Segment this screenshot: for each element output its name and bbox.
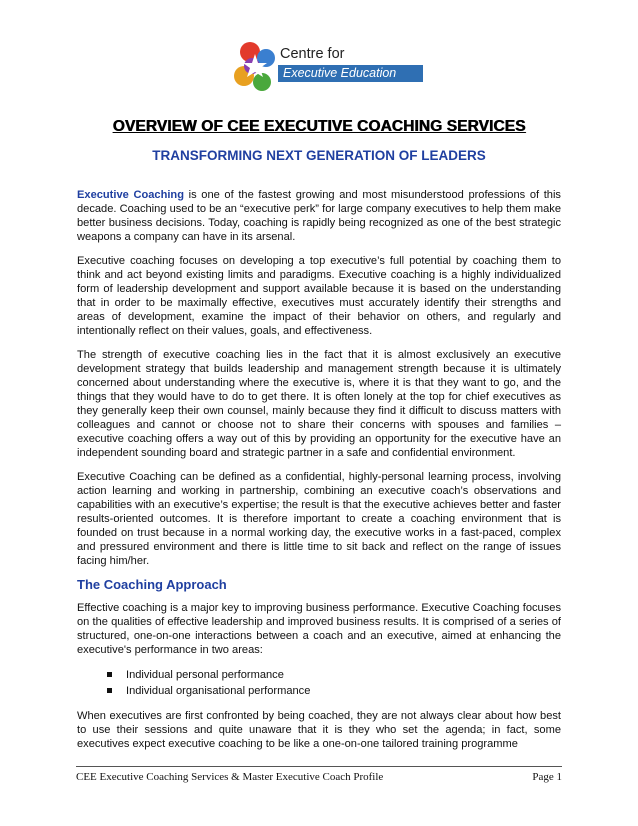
intro-lead: Executive Coaching	[77, 189, 184, 201]
section-heading-coaching-approach: The Coaching Approach	[77, 577, 227, 592]
paragraph-3: Executive Coaching can be defined as a confidential, highly-personal learning process, involving action learning and working in partnership, combining an executive coach’s observations and capabilities with an executive’s expertise; the result is that the executive achieves better and faster results-oriented outcomes. It is therefore important to create a coaching environment that is founded on trust because in a normal working day, the executive works in a fast-paced, complex and pressured environment and there is little time to sit back and reflect on the range of issues facing him/her.	[77, 471, 561, 567]
square-bullet-icon	[107, 672, 112, 677]
list-item: Individual organisational performance	[107, 683, 561, 699]
closing-paragraph: When executives are first confronted by being coached, they are not always clear about how best to use their sessions and quite unaware that it is they who set the agenda; in fact, some executives expect executive coaching to be like a one-on-one tailored training programme	[77, 710, 561, 750]
list-item: Individual personal performance	[107, 667, 561, 683]
intro-text: is one of the fastest growing and most misunderstood professions of this decade. Coaching used to be an “executive perk” for large company executives to help them make better business decisions. Today, coaching is rapidly being recognized as one of the best strategic weapons a company can have in its arsenal.	[77, 189, 561, 243]
logo-text-centre-for: Centre for	[280, 46, 345, 62]
intro-paragraph	[77, 188, 561, 244]
paragraph-1: Executive coaching focuses on developing a top executive’s full potential by coaching them to think and act beyond existing limits and paradigms. Executive coaching is a highly individualized form of leadership development and support available because it is based on the understanding that in order to be maximally effective, executives must accurately identify their strengths and areas of development, examine the impact of their behavior on others, and regularly and intentionally reflect on their values, goals, and effectiveness.	[77, 255, 561, 337]
cee-logo	[228, 38, 418, 98]
footer-page-number: Page 1	[532, 771, 562, 783]
paragraph-2: The strength of executive coaching lies in the fact that it is almost exclusively an executive development strategy that builds leadership and management strength because it is ultimately concerned about understanding where the executive is, where it is that they want to go, and the things that they would have to do to get there. It is often lonely at the top for chief executives as they generally keep their own counsel, mainly because they find it difficult to discuss matters with colleagues and cannot or choose not to share their concerns with spouses and families – executive coaching offers a way out of this by providing an opportunity for the executive have an independent sounding board and strategic partner in a safe and confidential environment.	[77, 349, 561, 459]
coaching-approach-paragraph: Effective coaching is a major key to improving business performance. Executive Coaching focuses on the qualities of effective leadership and improved business results. It is comprised of a series of structured, one-on-one interactions between a coach and an executive, aimed at enhancing the executive's performance in two areas:	[77, 602, 561, 656]
logo-text-executive-education: Executive Education	[278, 65, 423, 82]
footer-document-title: CEE Executive Coaching Services & Master Executive Coach Profile	[76, 771, 384, 783]
footer-divider	[76, 766, 562, 767]
performance-areas-list	[77, 667, 561, 699]
square-bullet-icon	[107, 688, 112, 693]
page-subtitle: TRANSFORMING NEXT GENERATION OF LEADERS	[152, 148, 486, 163]
document-body	[77, 188, 561, 761]
page-title: OVERVIEW OF CEE EXECUTIVE COACHING SERVICES	[112, 118, 526, 135]
